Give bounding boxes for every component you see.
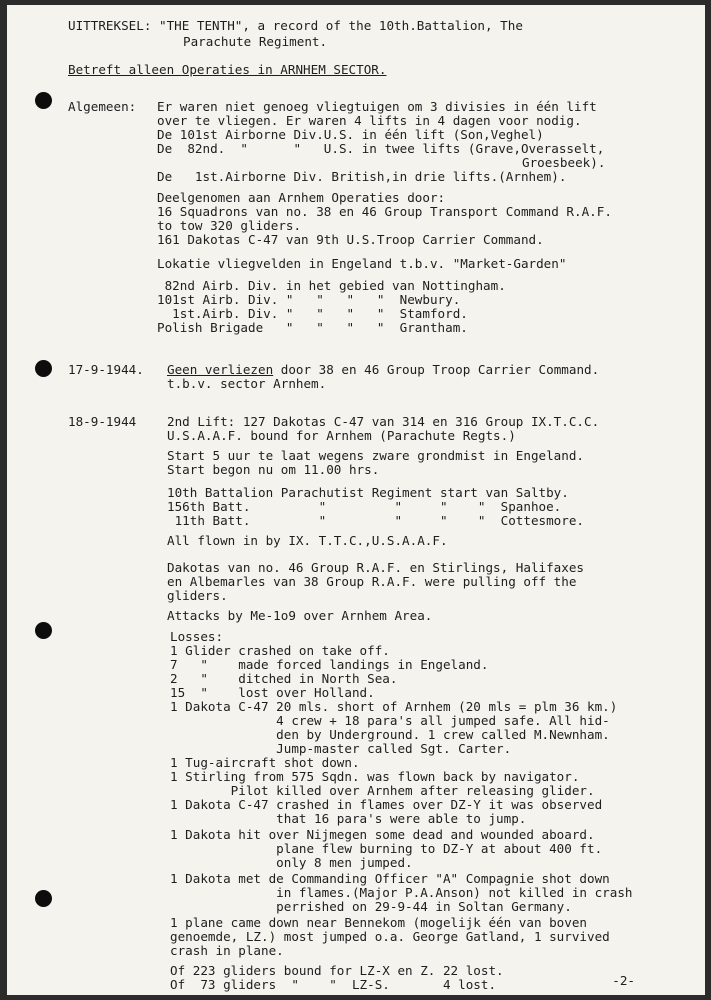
text-line: only 8 men jumped. (170, 855, 413, 870)
text-line: 4 crew + 18 para's all jumped safe. All hid- (170, 713, 610, 728)
text-line: 7 " made forced landings in Engeland. (170, 657, 489, 672)
text-line: Of 73 gliders " " LZ-S. 4 lost. (170, 977, 497, 992)
entry-date: 18-9-1944 (68, 414, 137, 429)
text-line: 2 " ditched in North Sea. (170, 671, 398, 686)
text-line: Jump-master called Sgt. Carter. (170, 741, 512, 756)
text-line: Of 223 gliders bound for LZ-X en Z. 22 lost. (170, 963, 504, 978)
text-line: genoemde, LZ.) most jumped o.a. George Gatland, 1 survived (170, 929, 610, 944)
text-line: Losses: (170, 629, 224, 644)
text-line: Start 5 uur te laat wegens zware grondmist in Engeland. (167, 448, 585, 463)
text-line: 1 Tug-aircraft shot down. (170, 755, 360, 770)
text-line: 15 " lost over Holland. (170, 685, 375, 700)
text-line: Polish Brigade " " " " Grantham. (157, 320, 468, 335)
subject-line: Betreft alleen Operaties in ARNHEM SECTOR. (68, 62, 387, 77)
text-line: Dakotas van no. 46 Group R.A.F. en Stirlings, Halifaxes (167, 560, 585, 575)
text-line: Deelgenomen aan Arnhem Operaties door: (157, 190, 446, 205)
text-line: en Albemarles van 38 Group R.A.F. were pulling off the (167, 574, 577, 589)
entry-line (167, 363, 599, 377)
text-line: 161 Dakotas C-47 van 9th U.S.Troop Carrier Command. (157, 232, 544, 247)
text-line: in flames.(Major P.A.Anson) not killed in crash (170, 885, 633, 900)
text-line: 1st.Airb. Div. " " " " Stamford. (157, 306, 468, 321)
text-line: U.S.A.A.F. bound for Arnhem (Parachute Regts.) (167, 428, 516, 443)
text-line: Pilot killed over Arnhem after releasing glider. (170, 783, 595, 798)
header-line-1: UITTREKSEL: "THE TENTH", a record of the 10th.Battalion, The (68, 18, 523, 33)
entry-line: t.b.v. sector Arnhem. (167, 376, 327, 391)
text-line: 11th Batt. " " " " Cottesmore. (167, 513, 585, 528)
text-line: 1 Dakota hit over Nijmegen some dead and wounded aboard. (170, 827, 595, 842)
text-line: Start begon nu om 11.00 hrs. (167, 462, 380, 477)
header-line-2: Parachute Regiment. (183, 34, 328, 49)
text-line: 2nd Lift: 127 Dakotas C-47 van 314 en 316 Group IX.T.C.C. (167, 414, 600, 429)
punch-hole (35, 622, 52, 639)
text-line: to tow 320 gliders. (157, 218, 302, 233)
text-line: gliders. (167, 588, 228, 603)
text-line: 1 Stirling from 575 Sqdn. was flown back by navigator. (170, 769, 580, 784)
text-line: plane flew burning to DZ-Y at about 400 ft. (170, 841, 603, 856)
text-line: 10th Battalion Parachutist Regiment start van Saltby. (167, 485, 569, 500)
document-page (7, 5, 705, 995)
punch-hole (35, 890, 52, 907)
text-line: De 101st Airborne Div.U.S. in één lift (Son,Veghel) (157, 127, 544, 142)
page-number: -2- (612, 973, 635, 988)
text-line: All flown in by IX. T.T.C.,U.S.A.A.F. (167, 533, 448, 548)
text-line: 16 Squadrons van no. 38 en 46 Group Transport Command R.A.F. (157, 204, 612, 219)
text-line: Lokatie vliegvelden in Engeland t.b.v. "Market-Garden" (157, 256, 567, 271)
text-line: 1 Glider crashed on take off. (170, 643, 390, 658)
text-line: 1 Dakota met de Commanding Officer "A" Compagnie shot down (170, 871, 610, 886)
algemeen-label: Algemeen: (68, 99, 137, 114)
text-line: De 1st.Airborne Div. British,in drie lifts.(Arnhem). (157, 169, 567, 184)
text-line: Attacks by Me-1o9 over Arnhem Area. (167, 608, 433, 623)
text-line: 101st Airb. Div. " " " " Newbury. (157, 292, 461, 307)
text-line: 82nd Airb. Div. in het gebied van Nottingham. (157, 278, 506, 293)
text-line: 156th Batt. " " " " Spanhoe. (167, 499, 562, 514)
text-line: perrished on 29-9-44 in Soltan Germany. (170, 899, 572, 914)
text-line: 1 Dakota C-47 20 mls. short of Arnhem (20 mls = plm 36 km.) (170, 699, 618, 714)
text-line: Er waren niet genoeg vliegtuigen om 3 divisies in één lift (157, 99, 597, 114)
entry-text: door 38 en 46 Group Troop Carrier Command. (273, 362, 600, 377)
text-line: 1 plane came down near Bennekom (mogelijk één van boven (170, 915, 588, 930)
text-line: De 82nd. " " U.S. in twee lifts (Grave,Overasselt, (157, 141, 605, 156)
text-line: over te vliegen. Er waren 4 lifts in 4 dagen voor nodig. (157, 113, 582, 128)
punch-hole (35, 92, 52, 109)
entry-date: 17-9-1944. (68, 362, 144, 377)
punch-hole (35, 360, 52, 377)
text-line: 1 Dakota C-47 crashed in flames over DZ-Y it was observed (170, 797, 603, 812)
underlined-text: Geen verliezen (167, 362, 274, 377)
text-line: crash in plane. (170, 943, 284, 958)
text-line: Groesbeek). (522, 155, 606, 170)
text-line: den by Underground. 1 crew called M.Newnham. (170, 727, 610, 742)
text-line: that 16 para's were able to jump. (170, 811, 527, 826)
